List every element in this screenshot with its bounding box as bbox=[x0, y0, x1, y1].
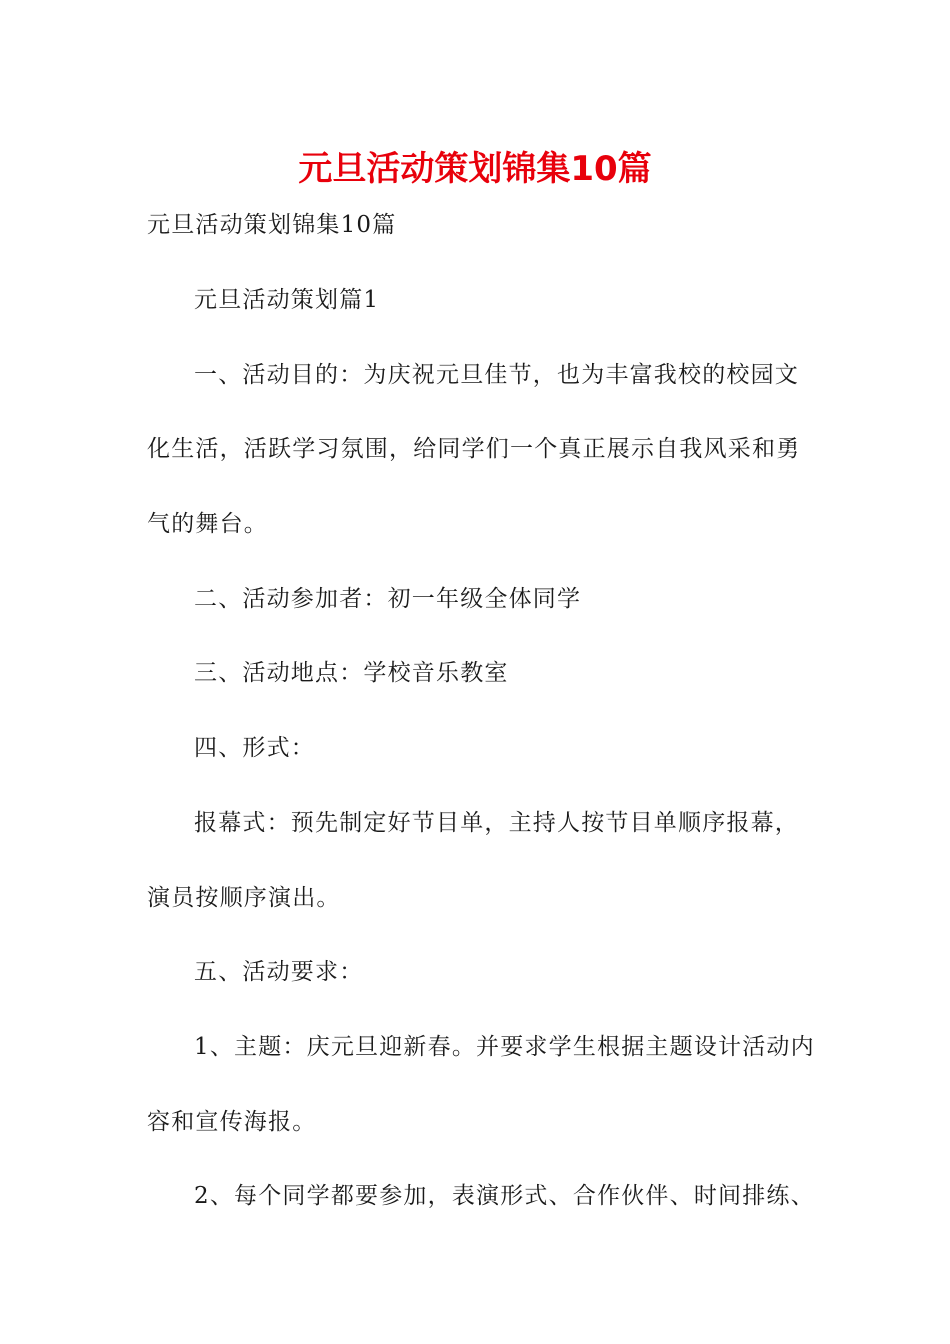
paragraph-line: 一、活动目的：为庆祝元旦佳节，也为丰富我校的校园文 bbox=[194, 362, 799, 388]
paragraph-line: 化生活，活跃学习氛围，给同学们一个真正展示自我风采和勇 bbox=[147, 436, 801, 462]
subtitle-line: 元旦活动策划锦集10篇 bbox=[147, 212, 397, 238]
paragraph-line: 气的舞台。 bbox=[147, 511, 268, 537]
paragraph-line: 三、活动地点：学校音乐教室 bbox=[194, 660, 509, 686]
paragraph-line: 2、每个同学都要参加，表演形式、合作伙伴、时间排练、 bbox=[194, 1183, 815, 1209]
paragraph-line: 演员按顺序演出。 bbox=[147, 885, 341, 911]
paragraph-line: 报幕式：预先制定好节目单，主持人按节目单顺序报幕， bbox=[194, 810, 799, 836]
document-title: 元旦活动策划锦集10篇 bbox=[298, 149, 652, 189]
paragraph-line: 五、活动要求： bbox=[194, 959, 364, 985]
paragraph-line: 二、活动参加者：初一年级全体同学 bbox=[194, 586, 582, 612]
paragraph-line: 容和宣传海报。 bbox=[147, 1109, 317, 1135]
paragraph-line: 四、形式： bbox=[194, 735, 315, 761]
section-heading-1: 元旦活动策划篇1 bbox=[194, 287, 380, 313]
paragraph-line: 1、主题：庆元旦迎新春。并要求学生根据主题设计活动内 bbox=[194, 1034, 815, 1060]
